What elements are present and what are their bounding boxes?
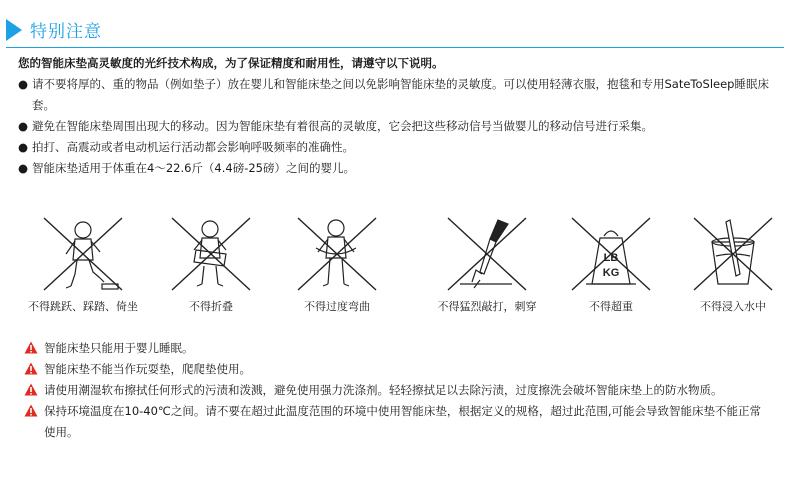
warning-icon — [24, 362, 38, 375]
warning-text: 保持环境温度在10-40℃之间。请不要在超过此温度范围的环境中使用智能床垫，根据定义的规格，超过此范围,可能会导致智能床垫不能正常使用。 — [44, 404, 761, 439]
note-item — [18, 158, 776, 179]
warnings-section — [24, 338, 768, 443]
section-title: 特别注意 — [30, 22, 102, 42]
notes-intro: 您的智能床垫高灵敏度的光纤技术构成，为了保证精度和耐用性，请遵守以下说明。 — [18, 56, 444, 70]
figure-caption: 不得折叠 — [189, 300, 233, 313]
water-bucket-icon — [688, 214, 778, 294]
figure-stabbing — [432, 214, 542, 314]
note-text: 避免在智能床垫周围出现大的移动。因为智能床垫有着很高的灵敏度，它会把这些移动信号当做婴儿的移动信号进行采集。 — [32, 119, 653, 133]
warning-item — [24, 401, 768, 443]
bending-child-icon — [292, 214, 382, 294]
warning-item — [24, 380, 768, 401]
bullet-icon: ● — [18, 161, 29, 175]
notes-section — [18, 53, 776, 179]
warning-item — [24, 359, 768, 380]
note-item — [18, 74, 776, 116]
knife-stab-icon — [442, 214, 532, 294]
warning-text: 请使用潮湿软布擦拭任何形式的污渍和泼溅，避免使用强力洗涤剂。轻轻擦拭足以去除污渍，过度擦洗会破坏智能床垫上的防水物质。 — [44, 383, 723, 397]
figure-caption: 不得超重 — [589, 300, 633, 313]
note-text: 拍打、高震动或者电动机运行活动都会影响呼吸频率的准确性。 — [32, 140, 354, 154]
header-divider — [6, 47, 784, 48]
bullet-icon: ● — [18, 119, 29, 133]
warning-icon — [24, 404, 38, 417]
warning-item — [24, 338, 768, 359]
figure-bending — [282, 214, 392, 314]
section-header — [0, 14, 790, 48]
weight-icon — [566, 214, 656, 294]
bullet-icon: ● — [18, 140, 29, 154]
prohibition-figures — [0, 214, 790, 324]
warning-icon — [24, 383, 38, 396]
figure-water — [678, 214, 788, 314]
figure-overweight — [556, 214, 666, 314]
section-marker-icon — [6, 19, 22, 41]
weight-label-kg: KG — [602, 267, 620, 279]
folding-child-icon — [166, 214, 256, 294]
figure-caption: 不得浸入水中 — [700, 300, 766, 313]
jumping-child-icon — [38, 214, 128, 294]
figure-jumping — [28, 214, 138, 314]
figure-caption: 不得过度弯曲 — [304, 300, 370, 313]
note-text: 请不要将厚的、重的物品（例如垫子）放在婴儿和智能床垫之间以免影响智能床垫的灵敏度。可以使用轻薄衣服，抱毯和专用SateToSleep睡眠床套。 — [32, 77, 769, 112]
note-text: 智能床垫适用于体重在4～22.6斤（4.4磅-25磅）之间的婴儿。 — [32, 161, 355, 175]
figure-caption: 不得跳跃、踩踏、倚坐 — [28, 300, 138, 313]
warning-text: 智能床垫不能当作玩耍垫，爬爬垫使用。 — [44, 362, 251, 376]
weight-label-lb: LB — [603, 252, 619, 264]
warning-text: 智能床垫只能用于婴儿睡眠。 — [44, 341, 194, 355]
bullet-icon: ● — [18, 77, 29, 91]
figure-caption: 不得猛烈敲打，刺穿 — [437, 300, 537, 313]
figure-folding — [156, 214, 266, 314]
warning-icon — [24, 341, 38, 354]
note-item — [18, 116, 776, 137]
note-item — [18, 137, 776, 158]
